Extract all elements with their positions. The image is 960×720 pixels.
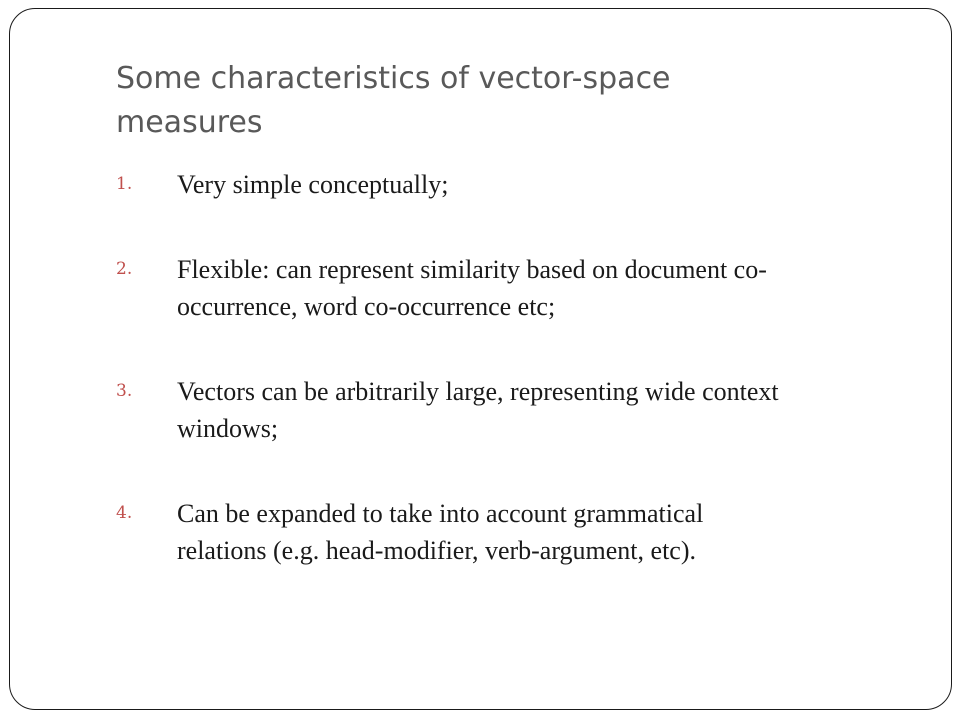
title-line-2: measures [116,105,263,140]
list-line: Very simple conceptually; [177,170,449,199]
list-item-1 [116,166,896,203]
list-number: 4. [116,503,133,523]
list-line: windows; [177,414,279,443]
list-line: Vectors can be arbitrarily large, representing wide context [177,377,779,406]
title-line-1: Some characteristics of vector-space [116,61,671,96]
list-number: 3. [116,381,133,401]
characteristics-list [116,166,896,617]
list-item-4 [116,495,896,569]
list-text [177,166,896,203]
list-number: 2. [116,259,133,279]
slide-title [116,57,816,145]
list-item-3 [116,373,896,447]
list-text [177,373,896,447]
list-line: Can be expanded to take into account grammatical [177,499,704,528]
list-text [177,495,896,569]
list-number: 1. [116,174,133,194]
list-item-2 [116,251,896,325]
slide-frame [9,8,952,710]
list-line: Flexible: can represent similarity based on document co- [177,255,767,284]
list-line: occurrence, word co-occurrence etc; [177,292,556,321]
list-text [177,251,896,325]
list-line: relations (e.g. head-modifier, verb-argument, etc). [177,536,696,565]
